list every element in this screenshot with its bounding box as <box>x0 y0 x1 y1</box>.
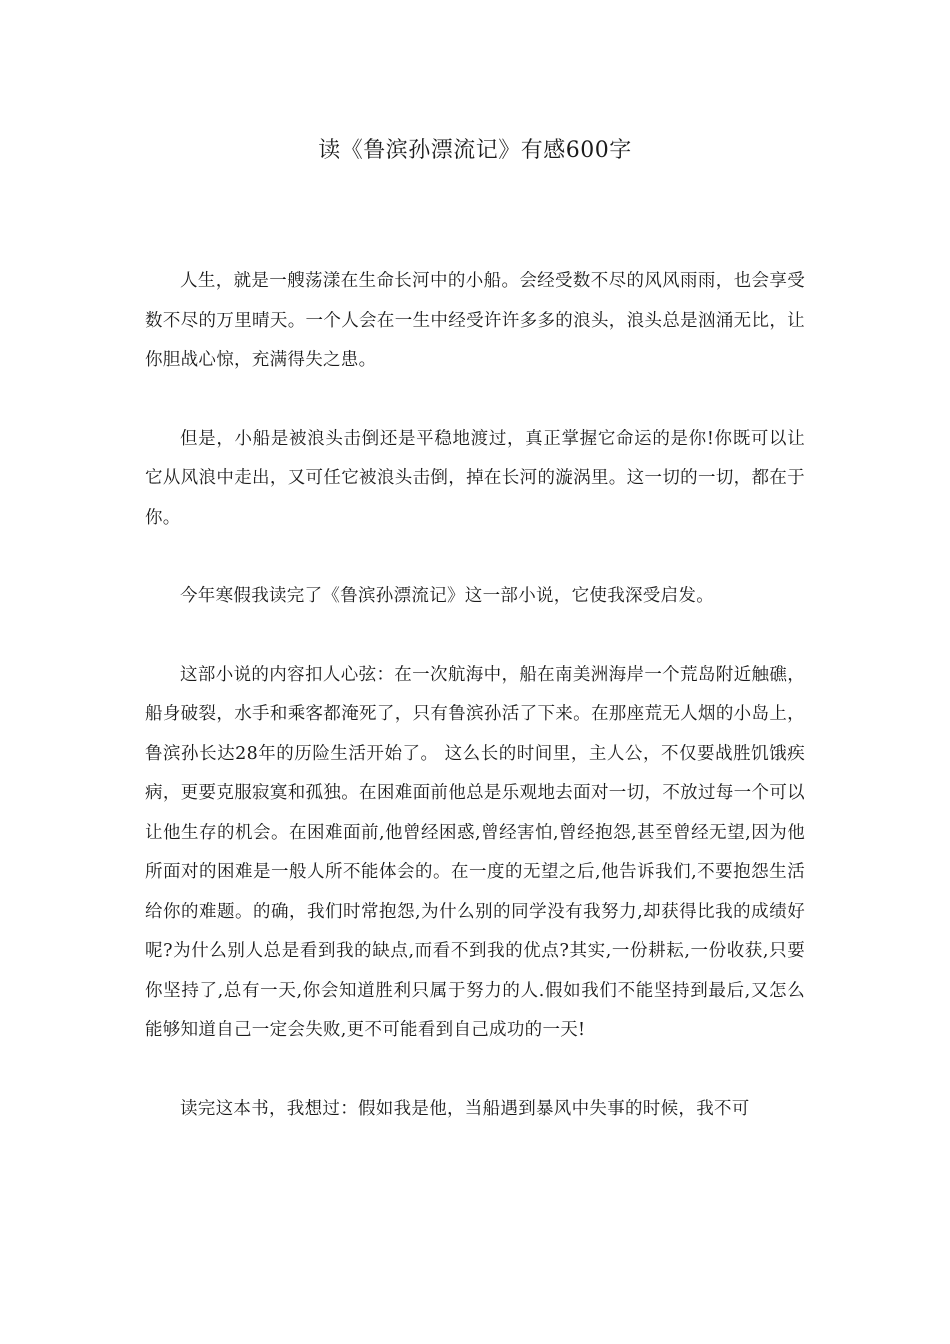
paragraph-4: 这部小说的内容扣人心弦：在一次航海中，船在南美洲海岸一个荒岛附近触礁，船身破裂，水手和乘客都淹死了，只有鲁滨孙活了下来。在那座荒无人烟的小岛上，鲁滨孙长达28年的历险生活开始了。 这么长的时间里，主人公，不仅要战胜饥饿疾病，更要克服寂寞和孤独。在困难面前他总是乐观地去面对一切，不放过每一个可以让他生存的机会。在困难面前,他曾经困惑,曾经害怕,曾经抱怨,甚至曾经无望,因为他所面对的困难是一般人所不能体会的。在一度的无望之后,他告诉我们,不要抱怨生活给你的难题。的确，我们时常抱怨,为什么别的同学没有我努力,却获得比我的成绩好呢?为什么别人总是看到我的缺点,而看不到我的优点?其实,一份耕耘,一份收获,只要你坚持了,总有一天,你会知道胜利只属于努力的人.假如我们不能坚持到最后,又怎么能够知道自己一定会失败,更不可能看到自己成功的一天! <box>145 664 805 1040</box>
paragraph-1: 人生，就是一艘荡漾在生命长河中的小船。会经受数不尽的风风雨雨，也会享受数不尽的万里晴天。一个人会在一生中经受许许多多的浪头，浪头总是汹涌无比，让你胆战心惊，充满得失之患。 <box>145 271 805 370</box>
document-title: 读《鲁滨孙漂流记》有感600字 <box>318 138 632 163</box>
paragraph-3: 今年寒假我读完了《鲁滨孙漂流记》这一部小说，它使我深受启发。 <box>180 586 714 606</box>
paragraph-2: 但是，小船是被浪头击倒还是平稳地渡过，真正掌握它命运的是你!你既可以让它从风浪中走出，又可任它被浪头击倒，掉在长河的漩涡里。这一切的一切，都在于你。 <box>145 428 805 528</box>
document-body <box>145 262 805 1168</box>
paragraph-5: 读完这本书，我想过：假如我是他，当船遇到暴风中失事的时候，我不可 <box>180 1098 750 1119</box>
